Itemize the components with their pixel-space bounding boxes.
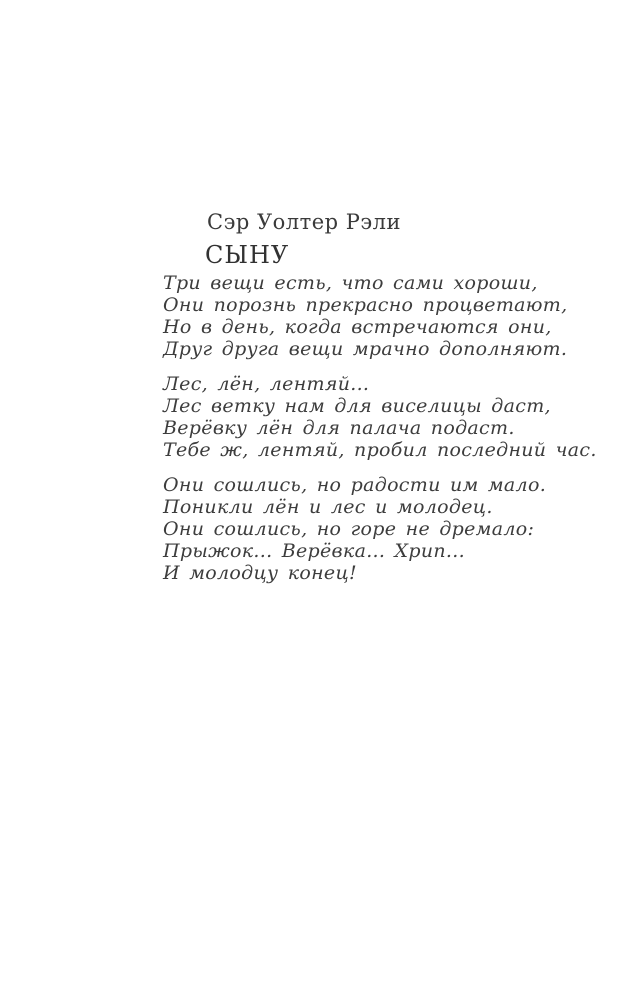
poem	[163, 272, 597, 584]
poem-line: Верёвку лён для палача подаст.	[163, 417, 515, 439]
poem-line: И молодцу конец!	[163, 562, 357, 584]
poem-line: Прыжок... Верёвка... Хрип...	[163, 540, 465, 562]
poem-author: Сэр Уолтер Рэли	[207, 210, 401, 234]
poem-line: Тебе ж, лентяй, пробил последний час.	[163, 439, 597, 461]
stanza	[163, 373, 597, 461]
poem-line: Поникли лён и лес и молодец.	[163, 496, 493, 518]
poem-line: Они порознь прекрасно процветают,	[163, 294, 568, 316]
poem-line: Лес, лён, лентяй...	[163, 373, 370, 395]
poem-line: Но в день, когда встречаются они,	[163, 316, 552, 338]
stanza	[163, 272, 597, 360]
stanza	[163, 474, 597, 584]
poem-line: Друг друга вещи мрачно дополняют.	[163, 338, 568, 360]
poem-title: СЫНУ	[205, 241, 290, 269]
poem-line: Они сошлись, но радости им мало.	[163, 474, 547, 496]
poem-line: Три вещи есть, что сами хороши,	[163, 272, 538, 294]
poem-line: Лес ветку нам для виселицы даст,	[163, 395, 551, 417]
poem-line: Они сошлись, но горе не дремало:	[163, 518, 535, 540]
